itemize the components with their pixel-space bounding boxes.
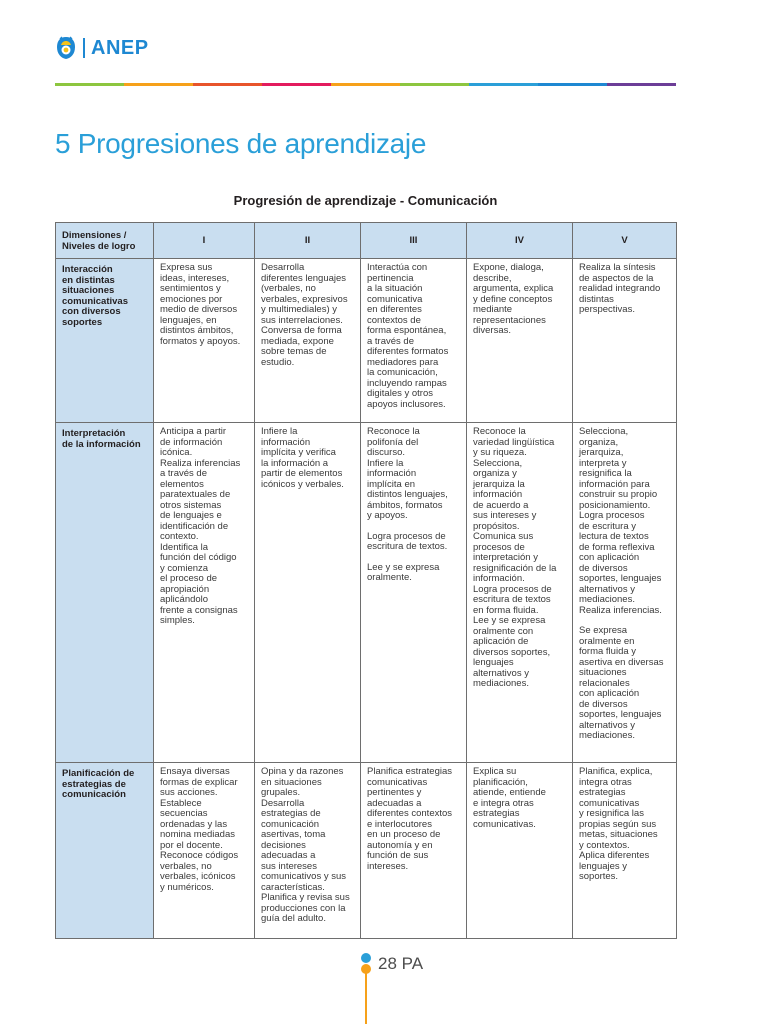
- progression-table: [55, 222, 677, 939]
- column-header-level-5: V: [573, 223, 677, 259]
- table-cell: [361, 763, 467, 939]
- column-header-dimensions: [56, 223, 154, 259]
- table-header-row: [56, 223, 677, 259]
- page-marker-icon: [360, 953, 372, 1024]
- logo-text: ANEP: [91, 36, 149, 59]
- cell-text: Explica su planificación, atiende, entiende e integra otras estrategias comunicativas.: [473, 766, 546, 830]
- cell-text: Selecciona, organiza, jerarquiza, interpreta y resignifica la información para construir su propio posicionamiento. Logra procesos de escritura y lectura de textos de forma reflexiva con aplicación de diversos soportes, lenguajes alternativos y mediaciones. Realiza inferencias.: [579, 426, 662, 616]
- cell-text: Realiza la síntesis de aspectos de la realidad integrando distintas perspectivas.: [579, 262, 661, 315]
- row-header-interaccion: [56, 259, 154, 423]
- page-title: 5 Progresiones de aprendizaje: [55, 128, 427, 159]
- cell-text: Se expresa oralmente en forma fluida y asertiva en diversas situaciones relacionales con aplicación de diversos soportes, lenguajes alternativos y mediaciones.: [579, 625, 664, 741]
- table-cell: [154, 763, 255, 939]
- cell-text: Desarrolla diferentes lenguajes (verbales, no verbales, expresivos y multimediales) y sus interrelaciones. Conversa de forma mediada, expone sobre temas de estudio.: [261, 262, 348, 368]
- color-bar-segment: [607, 83, 676, 86]
- color-bar-segment: [538, 83, 607, 86]
- row-header-label: Interpretación de la información: [62, 428, 141, 450]
- table-cell: [154, 259, 255, 423]
- row-header-label: Planificación de estrategias de comunicación: [62, 768, 135, 800]
- anep-emblem-icon: [55, 36, 77, 60]
- cell-text: Opina y da razones en situaciones grupales. Desarrolla estrategias de comunicación asertivas, toma decisiones adecuadas a sus intereses comunicativos y sus características. Planifica y revisa sus producciones con la guía del adulto.: [261, 766, 350, 924]
- cell-text: Infiere la información implícita y verifica la información a partir de elementos icónicos y verbales.: [261, 426, 344, 490]
- page-number-label: 28 PA: [378, 954, 424, 973]
- row-header-interpretacion: [56, 423, 154, 763]
- color-bar-segment: [262, 83, 331, 86]
- table-row: [56, 259, 677, 423]
- cell-text: Interactúa con pertinencia a la situación comunicativa en diferentes contextos de forma espontánea, a través de diferentes formatos mediadores para la comunicación, incluyendo rampas digitales y otros apoyos inclusores.: [367, 262, 449, 410]
- cell-text: Expresa sus ideas, intereses, sentimientos y emociones por medio de diversos lenguajes, en distintos ámbitos, formatos y apoyos.: [160, 262, 241, 347]
- color-bar-segment: [400, 83, 469, 86]
- row-header-label: Interacción en distintas situaciones comunicativas con diversos soportes: [62, 264, 128, 328]
- table-cell: [361, 423, 467, 763]
- color-bar-segment: [124, 83, 193, 86]
- table-caption: Progresión de aprendizaje - Comunicación: [233, 193, 498, 208]
- logo-separator: [83, 38, 85, 58]
- cell-text: Planifica, explica, integra otras estrategias comunicativas y resignifica las propias según sus metas, situaciones y contextos. Aplica diferentes lenguajes y soportes.: [579, 766, 658, 882]
- table-cell: [154, 423, 255, 763]
- cell-text: Lee y se expresa oralmente.: [367, 561, 440, 583]
- column-header-level-1: I: [154, 223, 255, 259]
- header-color-bar: [55, 83, 676, 86]
- table-cell: [255, 763, 361, 939]
- color-bar-segment: [331, 83, 400, 86]
- table-row: [56, 763, 677, 939]
- cell-text: Anticipa a partir de información icónica. Realiza inferencias a través de elementos paratextuales de otros sistemas de lenguajes e identificación de contexto. Identifica la función del código y comienza el proceso de apropiación aplicándolo frente a consignas simples.: [160, 426, 241, 626]
- column-header-level-2: II: [255, 223, 361, 259]
- cell-text: Ensaya diversas formas de explicar sus acciones. Establece secuencias ordenadas y las nomina mediadas por el docente. Reconoce códigos verbales, no verbales, icónicos y numéricos.: [160, 766, 239, 893]
- row-header-planificacion: [56, 763, 154, 939]
- color-bar-segment: [193, 83, 262, 86]
- table-cell: [255, 259, 361, 423]
- color-bar-segment: [469, 83, 538, 86]
- page-number: [360, 953, 423, 1024]
- table-cell: [467, 259, 573, 423]
- table-row: [56, 423, 677, 763]
- color-bar-segment: [55, 83, 124, 86]
- cell-text: Reconoce la variedad lingüística y su riqueza. Selecciona, organiza y jerarquiza la información de acuerdo a sus intereses y propósitos. Comunica sus procesos de interpretación y resignificación de la información. Logra procesos de escritura de textos en forma fluida. Lee y se expresa oralmente con aplicación de diversos soportes, lenguajes alternativos y mediaciones.: [473, 426, 557, 689]
- table-cell: [573, 423, 677, 763]
- table-cell: [467, 423, 573, 763]
- table-cell: [255, 423, 361, 763]
- table-cell: [361, 259, 467, 423]
- table-cell: [467, 763, 573, 939]
- table-cell: [573, 259, 677, 423]
- cell-text: Planifica estrategias comunicativas pertinentes y adecuadas a diferentes contextos e interlocutores en un proceso de autonomía y en función de sus intereses.: [367, 766, 453, 872]
- cell-text: Expone, dialoga, describe, argumenta, explica y define conceptos mediante representaciones diversas.: [473, 262, 554, 336]
- cell-text: Reconoce la polifonía del discurso. Infiere la información implícita en distintos lenguajes, ámbitos, formatos y apoyos.: [367, 426, 448, 521]
- column-header-level-4: IV: [467, 223, 573, 259]
- column-header-label: Dimensiones / Niveles de logro: [62, 229, 136, 252]
- anep-logo[interactable]: [55, 34, 149, 62]
- cell-text: Logra procesos de escritura de textos.: [367, 530, 448, 552]
- table-cell: [573, 763, 677, 939]
- column-header-level-3: III: [361, 223, 467, 259]
